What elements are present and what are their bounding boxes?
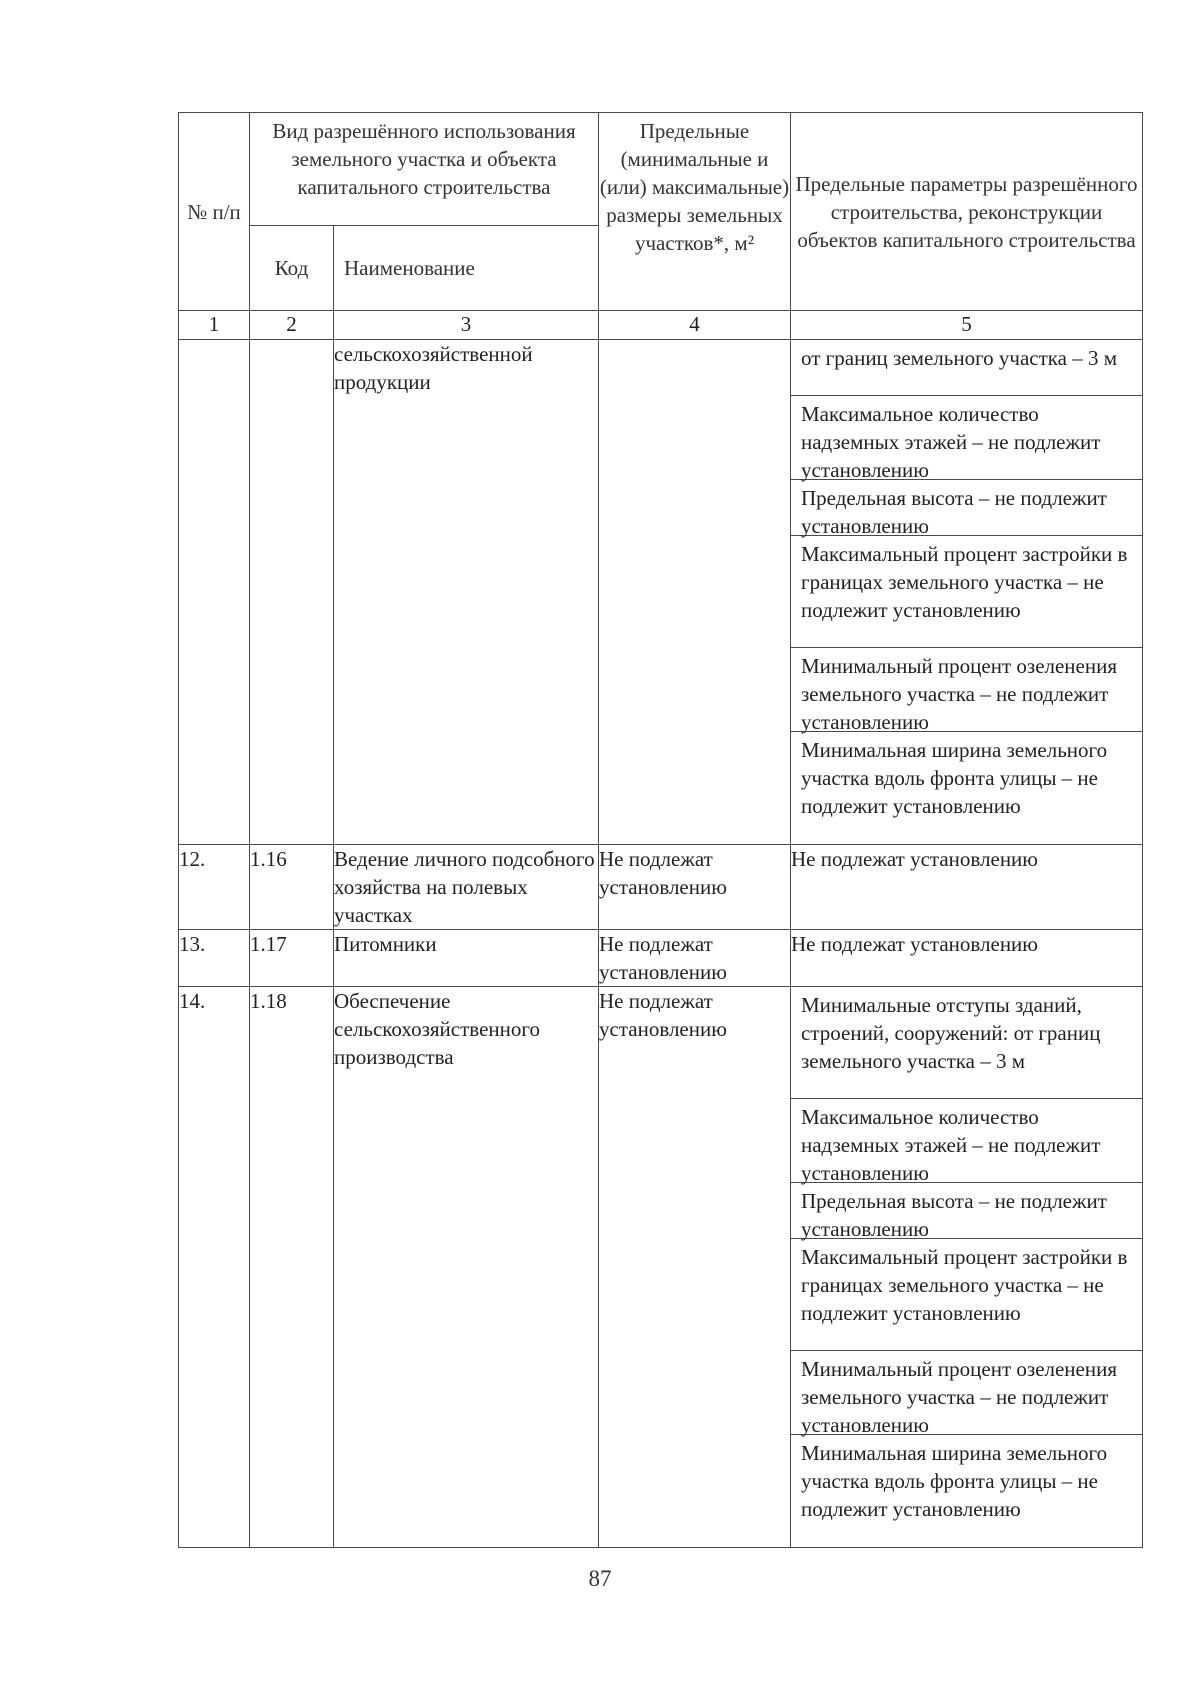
table-row — [179, 930, 1143, 987]
row-name: Ведение личного подсобного хозяйства на полевых участках — [334, 845, 599, 930]
row-code: 1.16 — [250, 845, 334, 930]
code-cell — [250, 340, 334, 845]
no-cell — [179, 340, 250, 845]
row-number: 13. — [179, 930, 250, 987]
header-row-top — [179, 113, 1143, 226]
param-item: Минимальная ширина земельного участка вдоль фронта улицы – не подлежит установлению — [801, 738, 1108, 818]
row-params — [791, 987, 1143, 1548]
row-code: 1.17 — [250, 930, 334, 987]
row-number: 12. — [179, 845, 250, 930]
page-number: 87 — [588, 1566, 612, 1591]
row-size: Не подлежат установлению — [599, 930, 791, 987]
param-item: от границ земельного участка – 3 м — [791, 340, 1142, 396]
row-size: Не подлежат установлению — [599, 987, 791, 1548]
row-number: 14. — [179, 987, 250, 1548]
header-name: Наименование — [334, 226, 599, 311]
size-cell — [599, 340, 791, 845]
column-number: 5 — [791, 311, 1143, 340]
table-row — [179, 845, 1143, 930]
header-params: Предельные параметры разрешённого строительства, реконструкции объектов капитального строительства — [791, 113, 1143, 311]
param-item: Минимальные отступы зданий, строений, сооружений: от границ земельного участка – 3 м — [791, 987, 1142, 1099]
param-item: Максимальное количество надземных этажей – не подлежит установлению — [791, 1099, 1142, 1183]
param-item: Максимальный процент застройки в границах земельного участка – не подлежит установлению — [791, 536, 1142, 648]
header-sizes: Предельные (минимальные и (или) максимальные) размеры земельных участков*, м² — [599, 113, 791, 311]
params-cell — [791, 340, 1143, 845]
row-name: Питомники — [334, 930, 599, 987]
param-item: Максимальное количество надземных этажей – не подлежит установлению — [791, 396, 1142, 480]
param-item: Предельная высота – не подлежит установлению — [791, 480, 1142, 536]
header-no: № п/п — [179, 113, 250, 311]
param-item: Предельная высота – не подлежит установлению — [791, 1183, 1142, 1239]
column-number: 2 — [250, 311, 334, 340]
param-item: Минимальный процент озеленения земельного участка – не подлежит установлению — [791, 648, 1142, 732]
column-number-row — [179, 311, 1143, 340]
land-use-table — [178, 112, 1143, 1548]
row-size: Не подлежат установлению — [599, 845, 791, 930]
row-name: Обеспечение сельскохозяйственного производства — [334, 987, 599, 1548]
row-params: Не подлежат установлению — [791, 845, 1143, 930]
name-cell: сельскохозяйственной продукции — [334, 340, 599, 845]
param-item: Минимальная ширина земельного участка вдоль фронта улицы – не подлежит установлению — [801, 1441, 1108, 1521]
param-item: Минимальный процент озеленения земельного участка – не подлежит установлению — [791, 1351, 1142, 1435]
column-number: 1 — [179, 311, 250, 340]
column-number: 3 — [334, 311, 599, 340]
table-row-continuation — [179, 340, 1143, 845]
param-item: Максимальный процент застройки в границах земельного участка – не подлежит установлению — [791, 1239, 1142, 1351]
row-params: Не подлежат установлению — [791, 930, 1143, 987]
header-vid: Вид разрешённого использования земельного участка и объекта капитального строительства — [250, 113, 599, 226]
row-code: 1.18 — [250, 987, 334, 1548]
header-code: Код — [250, 226, 334, 311]
column-number: 4 — [599, 311, 791, 340]
table-row — [179, 987, 1143, 1548]
